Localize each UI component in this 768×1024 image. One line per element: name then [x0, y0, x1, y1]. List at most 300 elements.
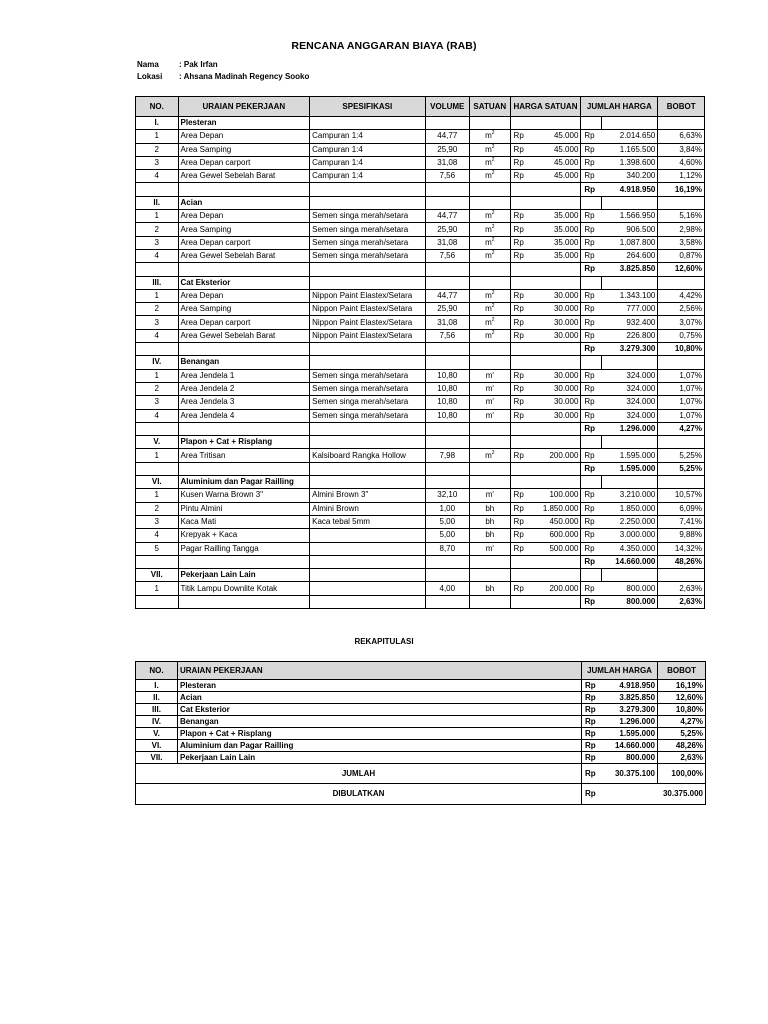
currency-label: Rp: [582, 680, 602, 692]
rekap-table: [135, 661, 706, 805]
table-row: [136, 489, 705, 502]
rekap-row: [136, 716, 706, 728]
harga-value: 200.000: [549, 583, 579, 593]
item-harga-satuan: [510, 130, 581, 143]
empty-cell: [310, 117, 425, 130]
currency-label: Rp: [513, 144, 524, 154]
item-bobot: 3,58%: [658, 236, 705, 249]
satuan-exponent: 2: [491, 223, 495, 230]
rekap-no: III.: [136, 704, 178, 716]
item-spesifikasi: [310, 582, 425, 595]
item-satuan: [470, 156, 510, 169]
item-no: 1: [136, 582, 179, 595]
empty-cell: [470, 462, 510, 475]
table-row: [136, 249, 705, 262]
item-satuan: [470, 289, 510, 302]
harga-value: 200.000: [549, 450, 579, 460]
item-jumlah-harga: 1.850.000: [601, 502, 658, 515]
item-spesifikasi: [310, 542, 425, 555]
currency-label: Rp: [513, 304, 524, 314]
currency-label: Rp: [513, 517, 524, 527]
item-spesifikasi: Nippon Paint Elastex/Setara: [310, 303, 425, 316]
rekap-row: [136, 680, 706, 692]
empty-cell: [425, 117, 470, 130]
item-jumlah-harga: 324.000: [601, 369, 658, 382]
section-total-row: [136, 595, 705, 608]
item-jumlah-harga: 800.000: [601, 582, 658, 595]
empty-cell: [136, 422, 179, 435]
empty-cell: [178, 263, 310, 276]
header-satuan: SATUAN: [470, 97, 510, 117]
jumlah-value: 30.375.100: [602, 764, 658, 784]
item-harga-satuan: [510, 223, 581, 236]
table-row: [136, 582, 705, 595]
harga-value: 45.000: [553, 131, 579, 141]
currency-label: Rp: [582, 764, 602, 784]
item-jumlah-harga: 906.500: [601, 223, 658, 236]
item-bobot: 4,60%: [658, 156, 705, 169]
item-harga-satuan: [510, 449, 581, 462]
item-jumlah-harga: 324.000: [601, 396, 658, 409]
currency-label: Rp: [581, 595, 601, 608]
harga-value: 30.000: [553, 304, 579, 314]
item-uraian: Pintu Almini: [178, 502, 310, 515]
rekap-bobot: 10,80%: [658, 704, 706, 716]
item-no: 3: [136, 156, 179, 169]
currency-label: Rp: [581, 329, 601, 342]
section-title: Plesteran: [178, 117, 310, 130]
rekap-row: [136, 740, 706, 752]
item-volume: 32,10: [425, 489, 470, 502]
item-bobot: 6,09%: [658, 502, 705, 515]
table-row: [136, 156, 705, 169]
item-volume: 10,80: [425, 382, 470, 395]
rekap-uraian: Benangan: [178, 716, 582, 728]
currency-label: Rp: [581, 289, 601, 302]
item-no: 1: [136, 130, 179, 143]
empty-cell: [425, 569, 470, 582]
item-spesifikasi: Campuran 1:4: [310, 143, 425, 156]
jumlah-label: JUMLAH: [136, 764, 582, 784]
empty-cell: [601, 569, 658, 582]
item-uraian: Area Depan carport: [178, 236, 310, 249]
currency-label: Rp: [581, 409, 601, 422]
item-volume: 8,70: [425, 542, 470, 555]
item-jumlah-harga: 264.600: [601, 249, 658, 262]
header-jumlah-harga: JUMLAH HARGA: [581, 97, 658, 117]
item-uraian: Area Jendela 2: [178, 382, 310, 395]
empty-cell: [601, 196, 658, 209]
item-volume: 25,90: [425, 143, 470, 156]
empty-cell: [178, 183, 310, 196]
item-bobot: 14,32%: [658, 542, 705, 555]
item-bobot: 2,98%: [658, 223, 705, 236]
satuan-exponent: 2: [491, 130, 495, 137]
rekap-no: II.: [136, 692, 178, 704]
item-no: 2: [136, 223, 179, 236]
empty-cell: [601, 476, 658, 489]
table-row: [136, 329, 705, 342]
item-volume: 1,00: [425, 502, 470, 515]
dibulatkan-label: DIBULATKAN: [136, 784, 582, 805]
empty-cell: [581, 569, 601, 582]
item-uraian: Area Samping: [178, 223, 310, 236]
item-satuan: [470, 582, 510, 595]
currency-label: Rp: [581, 170, 601, 183]
empty-cell: [310, 476, 425, 489]
empty-cell: [136, 595, 179, 608]
section-title: Plapon + Cat + Risplang: [178, 436, 310, 449]
satuan-unit: m: [485, 304, 492, 314]
rekap-bobot: 48,26%: [658, 740, 706, 752]
item-uraian: Titik Lampu Downlite Kotak: [178, 582, 310, 595]
rekap-uraian: Aluminium dan Pagar Railling: [178, 740, 582, 752]
item-spesifikasi: Kalsiboard Rangka Hollow: [310, 449, 425, 462]
section-total: 3.279.300: [601, 343, 658, 356]
item-uraian: Area Depan: [178, 130, 310, 143]
header-no: NO.: [136, 97, 179, 117]
item-spesifikasi: Semen singa merah/setara: [310, 210, 425, 223]
currency-label: Rp: [581, 449, 601, 462]
empty-cell: [470, 183, 510, 196]
empty-cell: [425, 276, 470, 289]
item-harga-satuan: [510, 210, 581, 223]
item-jumlah-harga: 340.200: [601, 170, 658, 183]
item-no: 1: [136, 369, 179, 382]
satuan-unit: m': [485, 543, 494, 553]
empty-cell: [425, 555, 470, 568]
satuan-exponent: 2: [491, 303, 495, 310]
item-spesifikasi: Semen singa merah/setara: [310, 409, 425, 422]
item-jumlah-harga: 1.398.600: [601, 156, 658, 169]
section-bobot: 12,60%: [658, 263, 705, 276]
item-jumlah-harga: 226.800: [601, 329, 658, 342]
empty-cell: [425, 183, 470, 196]
empty-cell: [178, 595, 310, 608]
empty-cell: [310, 263, 425, 276]
item-jumlah-harga: 3.000.000: [601, 529, 658, 542]
empty-cell: [310, 555, 425, 568]
rekap-bobot: 4,27%: [658, 716, 706, 728]
item-bobot: 1,07%: [658, 409, 705, 422]
item-uraian: Area Jendela 3: [178, 396, 310, 409]
item-spesifikasi: Campuran 1:4: [310, 130, 425, 143]
item-harga-satuan: [510, 489, 581, 502]
item-bobot: 9,88%: [658, 529, 705, 542]
table-row: [136, 529, 705, 542]
item-spesifikasi: Semen singa merah/setara: [310, 382, 425, 395]
harga-value: 35.000: [553, 251, 579, 261]
item-no: 1: [136, 489, 179, 502]
currency-label: Rp: [581, 263, 601, 276]
section-header-row: [136, 276, 705, 289]
currency-label: Rp: [582, 752, 602, 764]
currency-label: Rp: [581, 555, 601, 568]
empty-cell: [310, 356, 425, 369]
empty-cell: [510, 555, 581, 568]
rekap-table-body: [136, 662, 706, 805]
lokasi-value: : Ahsana Madinah Regency Sooko: [179, 72, 310, 81]
rekap-no: IV.: [136, 716, 178, 728]
empty-cell: [601, 276, 658, 289]
currency-label: Rp: [513, 317, 524, 327]
table-row: [136, 409, 705, 422]
item-spesifikasi: Semen singa merah/setara: [310, 236, 425, 249]
rekap-jumlah: 3.279.300: [602, 704, 658, 716]
item-harga-satuan: [510, 515, 581, 528]
currency-label: Rp: [581, 156, 601, 169]
item-spesifikasi: Nippon Paint Elastex/Setara: [310, 316, 425, 329]
satuan-unit: m: [485, 131, 492, 141]
section-no: VII.: [136, 569, 179, 582]
empty-cell: [470, 356, 510, 369]
empty-cell: [136, 183, 179, 196]
section-total: 1.595.000: [601, 462, 658, 475]
item-volume: 7,98: [425, 449, 470, 462]
item-no: 4: [136, 170, 179, 183]
rekap-row: [136, 704, 706, 716]
empty-cell: [510, 196, 581, 209]
currency-label: Rp: [513, 211, 524, 221]
currency-label: Rp: [513, 370, 524, 380]
rekap-jumlah: 14.660.000: [602, 740, 658, 752]
item-uraian: Area Depan: [178, 210, 310, 223]
satuan-unit: m: [485, 251, 492, 261]
item-uraian: Kusen Warna Brown 3": [178, 489, 310, 502]
rekap-jumlah: 4.918.950: [602, 680, 658, 692]
satuan-exponent: 2: [491, 449, 495, 456]
harga-value: 500.000: [549, 543, 579, 553]
satuan-unit: m': [485, 397, 494, 407]
section-total-row: [136, 263, 705, 276]
item-volume: 10,80: [425, 369, 470, 382]
satuan-unit: m: [485, 171, 492, 181]
harga-value: 35.000: [553, 211, 579, 221]
table-row: [136, 396, 705, 409]
currency-label: Rp: [513, 397, 524, 407]
currency-label: Rp: [581, 529, 601, 542]
currency-label: Rp: [581, 542, 601, 555]
empty-cell: [658, 276, 705, 289]
item-harga-satuan: [510, 529, 581, 542]
satuan-unit: m': [485, 490, 494, 500]
item-spesifikasi: Almini Brown 3": [310, 489, 425, 502]
satuan-exponent: 2: [491, 236, 495, 243]
rab-table: [135, 96, 705, 609]
satuan-unit: bh: [485, 503, 495, 513]
empty-cell: [658, 196, 705, 209]
section-title: Cat Eksterior: [178, 276, 310, 289]
empty-cell: [510, 476, 581, 489]
item-no: 4: [136, 529, 179, 542]
rekap-jumlah-row: [136, 764, 706, 784]
empty-cell: [425, 343, 470, 356]
table-row: [136, 130, 705, 143]
currency-label: Rp: [581, 303, 601, 316]
satuan-unit: m: [485, 330, 492, 340]
harga-value: 35.000: [553, 237, 579, 247]
item-uraian: Area Gewel Sebelah Barat: [178, 329, 310, 342]
item-jumlah-harga: 932.400: [601, 316, 658, 329]
item-no: 3: [136, 396, 179, 409]
currency-label: Rp: [513, 237, 524, 247]
rekap-header-bobot: BOBOT: [658, 662, 706, 680]
rekap-uraian: Acian: [178, 692, 582, 704]
empty-cell: [510, 462, 581, 475]
item-volume: 10,80: [425, 409, 470, 422]
currency-label: Rp: [513, 171, 524, 181]
empty-cell: [510, 422, 581, 435]
table-row: [136, 502, 705, 515]
nama-label: Nama: [137, 60, 159, 69]
satuan-exponent: 2: [491, 316, 495, 323]
item-bobot: 0,87%: [658, 249, 705, 262]
item-volume: 5,00: [425, 529, 470, 542]
lokasi-label: Lokasi: [137, 72, 163, 81]
rekap-no: VI.: [136, 740, 178, 752]
section-total-row: [136, 555, 705, 568]
table-row: [136, 316, 705, 329]
item-bobot: 4,42%: [658, 289, 705, 302]
item-jumlah-harga: 324.000: [601, 382, 658, 395]
currency-label: Rp: [513, 330, 524, 340]
currency-label: Rp: [581, 343, 601, 356]
currency-label: Rp: [513, 251, 524, 261]
item-harga-satuan: [510, 382, 581, 395]
item-spesifikasi: Nippon Paint Elastex/Setara: [310, 329, 425, 342]
currency-label: Rp: [513, 410, 524, 420]
rekap-header-no: NO.: [136, 662, 178, 680]
rekap-no: V.: [136, 728, 178, 740]
empty-cell: [470, 196, 510, 209]
item-spesifikasi: Nippon Paint Elastex/Setara: [310, 289, 425, 302]
item-no: 3: [136, 236, 179, 249]
section-bobot: 10,80%: [658, 343, 705, 356]
satuan-unit: m: [485, 211, 492, 221]
item-satuan: [470, 382, 510, 395]
satuan-unit: m: [485, 291, 492, 300]
item-uraian: Area Tritisan: [178, 449, 310, 462]
empty-cell: [178, 422, 310, 435]
item-bobot: 10,57%: [658, 489, 705, 502]
table-row: [136, 289, 705, 302]
empty-cell: [581, 276, 601, 289]
item-satuan: [470, 515, 510, 528]
satuan-unit: m: [485, 450, 492, 460]
item-bobot: 7,41%: [658, 515, 705, 528]
item-volume: 44,77: [425, 210, 470, 223]
empty-cell: [581, 476, 601, 489]
item-spesifikasi: Campuran 1:4: [310, 156, 425, 169]
item-satuan: [470, 303, 510, 316]
table-row: [136, 210, 705, 223]
empty-cell: [310, 569, 425, 582]
empty-cell: [470, 422, 510, 435]
item-harga-satuan: [510, 582, 581, 595]
rekap-title: REKAPITULASI: [354, 637, 414, 646]
currency-label: Rp: [581, 316, 601, 329]
section-bobot: 4,27%: [658, 422, 705, 435]
table-row: [136, 382, 705, 395]
item-harga-satuan: [510, 156, 581, 169]
item-uraian: Area Depan carport: [178, 156, 310, 169]
satuan-exponent: 2: [491, 329, 495, 336]
harga-value: 30.000: [553, 384, 579, 394]
section-title: Pekerjaan Lain Lain: [178, 569, 310, 582]
item-satuan: [470, 542, 510, 555]
item-no: 1: [136, 289, 179, 302]
empty-cell: [178, 462, 310, 475]
satuan-unit: m: [485, 224, 492, 234]
item-harga-satuan: [510, 542, 581, 555]
item-no: 1: [136, 210, 179, 223]
item-harga-satuan: [510, 316, 581, 329]
item-spesifikasi: Campuran 1:4: [310, 170, 425, 183]
currency-label: Rp: [581, 369, 601, 382]
empty-cell: [470, 436, 510, 449]
item-no: 4: [136, 409, 179, 422]
item-satuan: [470, 502, 510, 515]
document-title: RENCANA ANGGARAN BIAYA (RAB): [291, 40, 477, 52]
currency-label: Rp: [513, 543, 524, 553]
empty-cell: [510, 117, 581, 130]
currency-label: Rp: [513, 450, 524, 460]
rekap-uraian: Plapon + Cat + Risplang: [178, 728, 582, 740]
harga-value: 45.000: [553, 158, 579, 168]
section-bobot: 5,25%: [658, 462, 705, 475]
item-harga-satuan: [510, 170, 581, 183]
satuan-unit: bh: [485, 530, 495, 540]
harga-value: 100.000: [549, 490, 579, 500]
currency-label: Rp: [513, 530, 524, 540]
harga-value: 30.000: [553, 397, 579, 407]
rekap-bobot: 5,25%: [658, 728, 706, 740]
currency-label: Rp: [581, 236, 601, 249]
harga-value: 30.000: [553, 330, 579, 340]
item-harga-satuan: [510, 409, 581, 422]
empty-cell: [581, 196, 601, 209]
item-no: 2: [136, 143, 179, 156]
empty-cell: [470, 276, 510, 289]
item-bobot: 5,16%: [658, 210, 705, 223]
item-harga-satuan: [510, 369, 581, 382]
empty-cell: [510, 436, 581, 449]
currency-label: Rp: [581, 183, 601, 196]
satuan-unit: m: [485, 144, 492, 154]
item-bobot: 5,25%: [658, 449, 705, 462]
empty-cell: [510, 595, 581, 608]
harga-value: 30.000: [553, 317, 579, 327]
empty-cell: [470, 343, 510, 356]
satuan-unit: m: [485, 317, 492, 327]
section-bobot: 48,26%: [658, 555, 705, 568]
section-total-row: [136, 422, 705, 435]
item-uraian: Area Jendela 1: [178, 369, 310, 382]
empty-cell: [310, 183, 425, 196]
section-total: 3.825.850: [601, 263, 658, 276]
item-harga-satuan: [510, 502, 581, 515]
item-no: 4: [136, 249, 179, 262]
satuan-unit: bh: [485, 517, 495, 527]
item-harga-satuan: [510, 143, 581, 156]
currency-label: Rp: [582, 704, 602, 716]
item-bobot: 1,07%: [658, 369, 705, 382]
empty-cell: [470, 117, 510, 130]
table-row: [136, 223, 705, 236]
satuan-unit: bh: [485, 583, 495, 593]
section-total: 14.660.000: [601, 555, 658, 568]
item-uraian: Area Jendela 4: [178, 409, 310, 422]
